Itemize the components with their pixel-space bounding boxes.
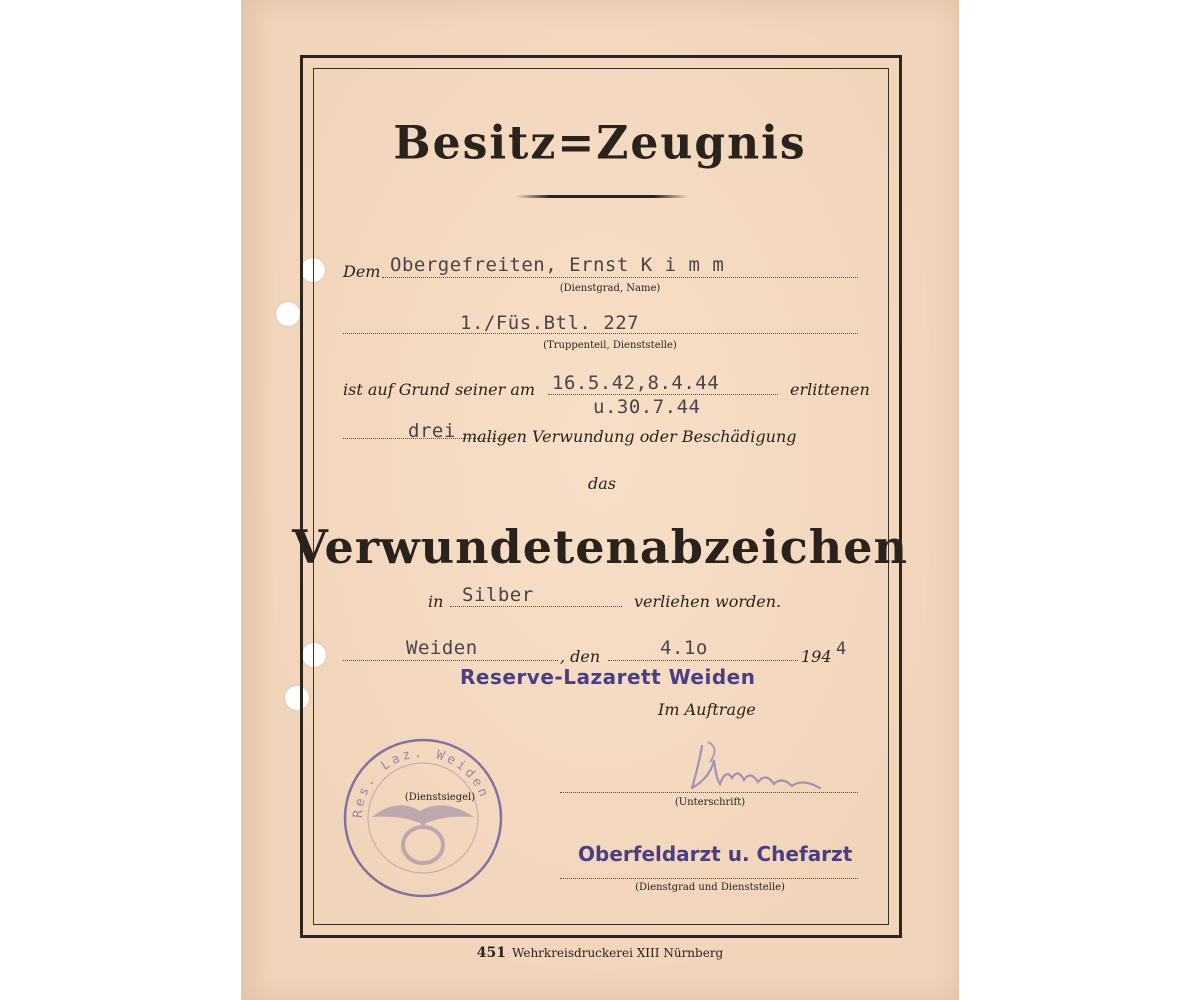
rank-name-caption: (Dienstgrad, Name) [559, 283, 661, 294]
signature-caption: (Unterschrift) [674, 797, 746, 808]
wound-dates-value-1: 16.5.42,8.4.44 [552, 372, 720, 394]
rank-name-value: Obergefreiten, Ernst K i m m [390, 254, 725, 276]
form-number: 451 [476, 945, 506, 961]
handwritten-signature [680, 738, 840, 798]
place-value: Weiden [406, 637, 478, 659]
seal-ring-text: Res. Laz. Weiden [350, 745, 492, 819]
wound-count-text: maligen Verwundung oder Beschädigung [462, 427, 797, 446]
title-caption: (Dienstgrad und Dienststelle) [635, 882, 785, 893]
wound-dates-value-2: u.30.7.44 [593, 396, 701, 418]
in-label: in [428, 592, 444, 611]
date-value: 4.1o [660, 637, 708, 659]
wound-intro-text: ist auf Grund seiner am [343, 380, 536, 399]
seal-caption: (Dienstsiegel) [404, 792, 476, 803]
year-suffix: 4 [836, 639, 847, 659]
place-line [343, 660, 558, 661]
signature-line [560, 792, 858, 793]
date-line [608, 660, 798, 661]
im-auftrage-text: Im Auftrage [658, 700, 756, 719]
title-underline [516, 195, 688, 198]
den-label: , den [560, 647, 601, 666]
document-title: Besitz=Zeugnis [393, 116, 807, 171]
rank-name-line [382, 277, 858, 278]
printer-name: Wehrkreisdruckerei XIII Nürnberg [512, 946, 724, 960]
wound-count-value: drei [408, 420, 456, 442]
erlittenen-text: erlittenen [790, 380, 870, 399]
year-prefix: 194 [801, 647, 832, 666]
unit-caption: (Truppenteil, Dienststelle) [543, 340, 677, 351]
verliehen-text: verliehen worden. [634, 592, 782, 611]
punch-hole [276, 302, 300, 326]
rank-stamp: Oberfeldarzt u. Chefarzt [578, 842, 853, 866]
official-seal-stamp [342, 737, 504, 899]
unit-value: 1./Füs.Btl. 227 [460, 312, 640, 334]
unit-stamp: Reserve-Lazarett Weiden [460, 665, 756, 689]
title-line [560, 878, 858, 879]
wound-dates-line [548, 394, 778, 395]
grade-value: Silber [462, 584, 534, 606]
grade-line [450, 606, 622, 607]
award-title: Verwundetenabzeichen [292, 520, 908, 574]
article-das: das [588, 474, 616, 493]
printer-footer [0, 945, 1200, 961]
dem-label: Dem [343, 262, 381, 281]
